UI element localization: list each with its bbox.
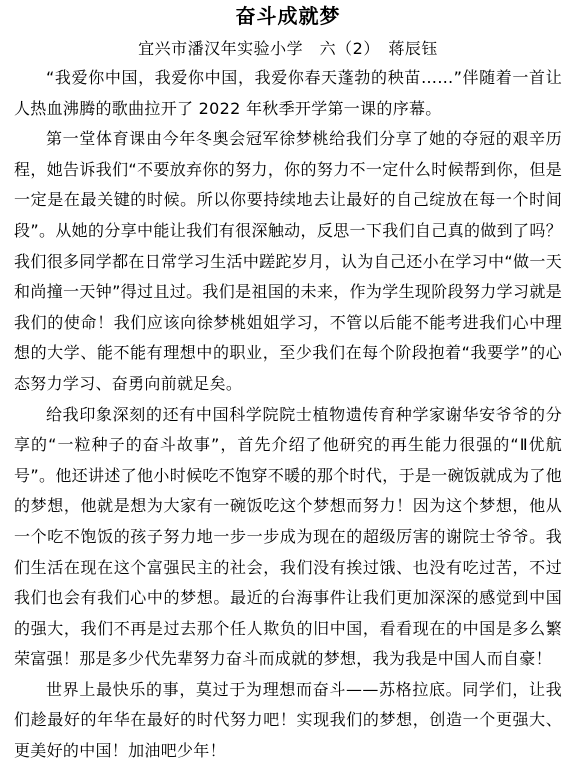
essay-title: 奋斗成就梦: [235, 4, 341, 28]
essay-paragraph: 给我印象深刻的还有中国科学院院士植物遗传育种学家谢华安爷爷的分享的“一粒种子的奋斗故事”，首先介绍了他研究的再生能力很强的“Ⅱ优航号”。他还讲述了他小时候吃不饱穿不暖的那个时代，于是一碗饭就成为了他的梦想，他就是想为大家有一碗饭吃这个梦想而努力！因为这个梦想，他从一个吃不饱饭的孩子努力地一步一步成为现在的超级厉害的谢院士爷爷。我们生活在现在这个富强民主的社会，我们没有挨过饿、也没有吃过苦，不过我们也会有我们心中的梦想。最近的台海事件让我们更加深深的感觉到中国的强大，我们不再是过去那个任人欺负的旧中国，看看现在的中国是多么繁荣富强！那是多少代先辈努力奋斗而成就的梦想，我为我是中国人而自豪！: [14, 404, 562, 669]
author-line: 宜兴市潘汉年实验小学 六（2） 蒋辰钰: [138, 39, 438, 58]
essay-paragraph: 第一堂体育课由今年冬奥会冠军徐梦桃给我们分享了她的夺冠的艰辛历程，她告诉我们“不要放弃你的努力，你的努力不一定什么时候帮到你，但是一定是在最关键的时候。所以你要持续地去让最好的自己绽放在每一个时间段”。从她的分享中能让我们有很深触动，反思一下我们自己真的做到了吗？我们很多同学都在日常学习生活中蹉跎岁月，认为自己还小在学习中“做一天和尚撞一天钟”得过且过。我们是祖国的未来，作为学生现阶段努力学习就是我们的使命！我们应该向徐梦桃姐姐学习，不管以后能不能考进我们心中理想的大学、能不能有理想中的职业，至少我们在每个阶段抱着“我要学”的心态努力学习、奋勇向前就足矣。: [14, 129, 562, 393]
essay-paragraph: “我爱你中国，我爱你中国，我爱你春天蓬勃的秧苗……”伴随着一首让人热血沸腾的歌曲拉开了 2022 年秋季开学第一课的序幕。: [14, 68, 562, 118]
essay-document: [14, 0, 562, 767]
essay-paragraph: 世界上最快乐的事，莫过于为理想而奋斗——苏格拉底。同学们，让我们趁最好的年华在最好的时代努力吧！实现我们的梦想，创造一个更强大、更美好的中国！加油吧少年！: [14, 679, 562, 761]
